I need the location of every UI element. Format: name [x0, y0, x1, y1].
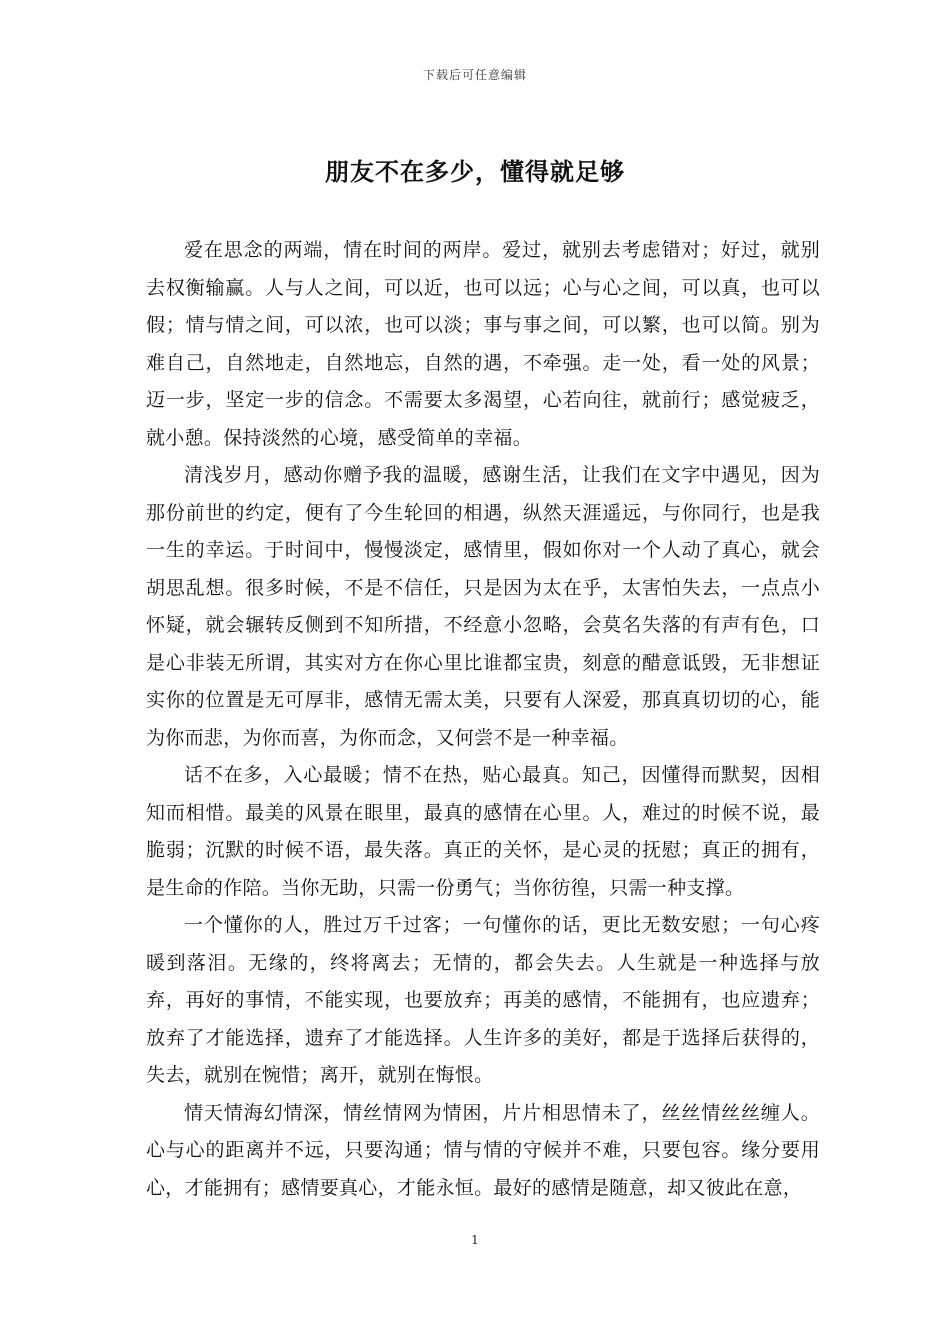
paragraph: 情天情海幻情深，情丝情网为情困，片片相思情未了，丝丝情丝丝缠人。心与心的距离并不远，只要沟通；情与情的守候并不难，只要包容。缘分要用心，才能拥有；感情要真心，才能永恒。最好的感情是随意，却又彼此在意， — [146, 1101, 820, 1199]
paragraph: 爱在思念的两端，情在时间的两岸。爱过，就别去考虑错对；好过，就别去权衡输赢。人与人之间，可以近，也可以远；心与心之间，可以真，也可以假；情与情之间，可以浓，也可以淡；事与事之间，可以繁，也可以简。别为难自己，自然地走，自然地忘，自然的遇，不牵强。走一处，看一处的风景；迈一步，坚定一步的信念。不需要太多渴望，心若向往，就前行；感觉疲乏，就小憩。保持淡然的心境，感受简单的幸福。 — [146, 239, 820, 449]
document-body — [146, 232, 820, 1207]
paragraph: 一个懂你的人，胜过万千过客；一句懂你的话，更比无数安慰；一句心疼暖到落泪。无缘的，终将离去；无情的，都会失去。人生就是一种选择与放弃，再好的事情，不能实现，也要放弃；再美的感情，不能拥有，也应遗弃；放弃了才能选择，遗弃了才能选择。人生许多的美好，都是于选择后获得的，失去，就别在惋惜；离开，就别在悔恨。 — [146, 914, 820, 1086]
page-number: 1 — [471, 1233, 479, 1247]
paragraph: 话不在多，入心最暖；情不在热，贴心最真。知己，因懂得而默契，因相知而相惜。最美的风景在眼里，最真的感情在心里。人，难过的时候不说，最脆弱；沉默的时候不语，最失落。真正的关怀，是心灵的抚慰；真正的拥有，是生命的作陪。当你无助，只需一份勇气；当你彷徨，只需一种支撑。 — [146, 764, 820, 899]
document-title: 朋友不在多少，懂得就足够 — [325, 157, 625, 186]
paragraph: 清浅岁月，感动你赠予我的温暖，感谢生活，让我们在文字中遇见，因为那份前世的约定，便有了今生轮回的相遇，纵然天涯遥远，与你同行，也是我一生的幸运。于时间中，慢慢淡定，感情里，假如你对一个人动了真心，就会胡思乱想。很多时候，不是不信任，只是因为太在乎，太害怕失去，一点点小怀疑，就会辗转反侧到不知所措，不经意小忽略，会莫名失落的有声有色，口是心非装无所谓，其实对方在你心里比谁都宝贵，刻意的醋意诋毁，无非想证实你的位置是无可厚非，感情无需太美，只要有人深爱，那真真切切的心，能为你而悲，为你而喜，为你而念，又何尝不是一种幸福。 — [146, 464, 820, 749]
header-note: 下载后可任意编辑 — [422, 68, 527, 82]
